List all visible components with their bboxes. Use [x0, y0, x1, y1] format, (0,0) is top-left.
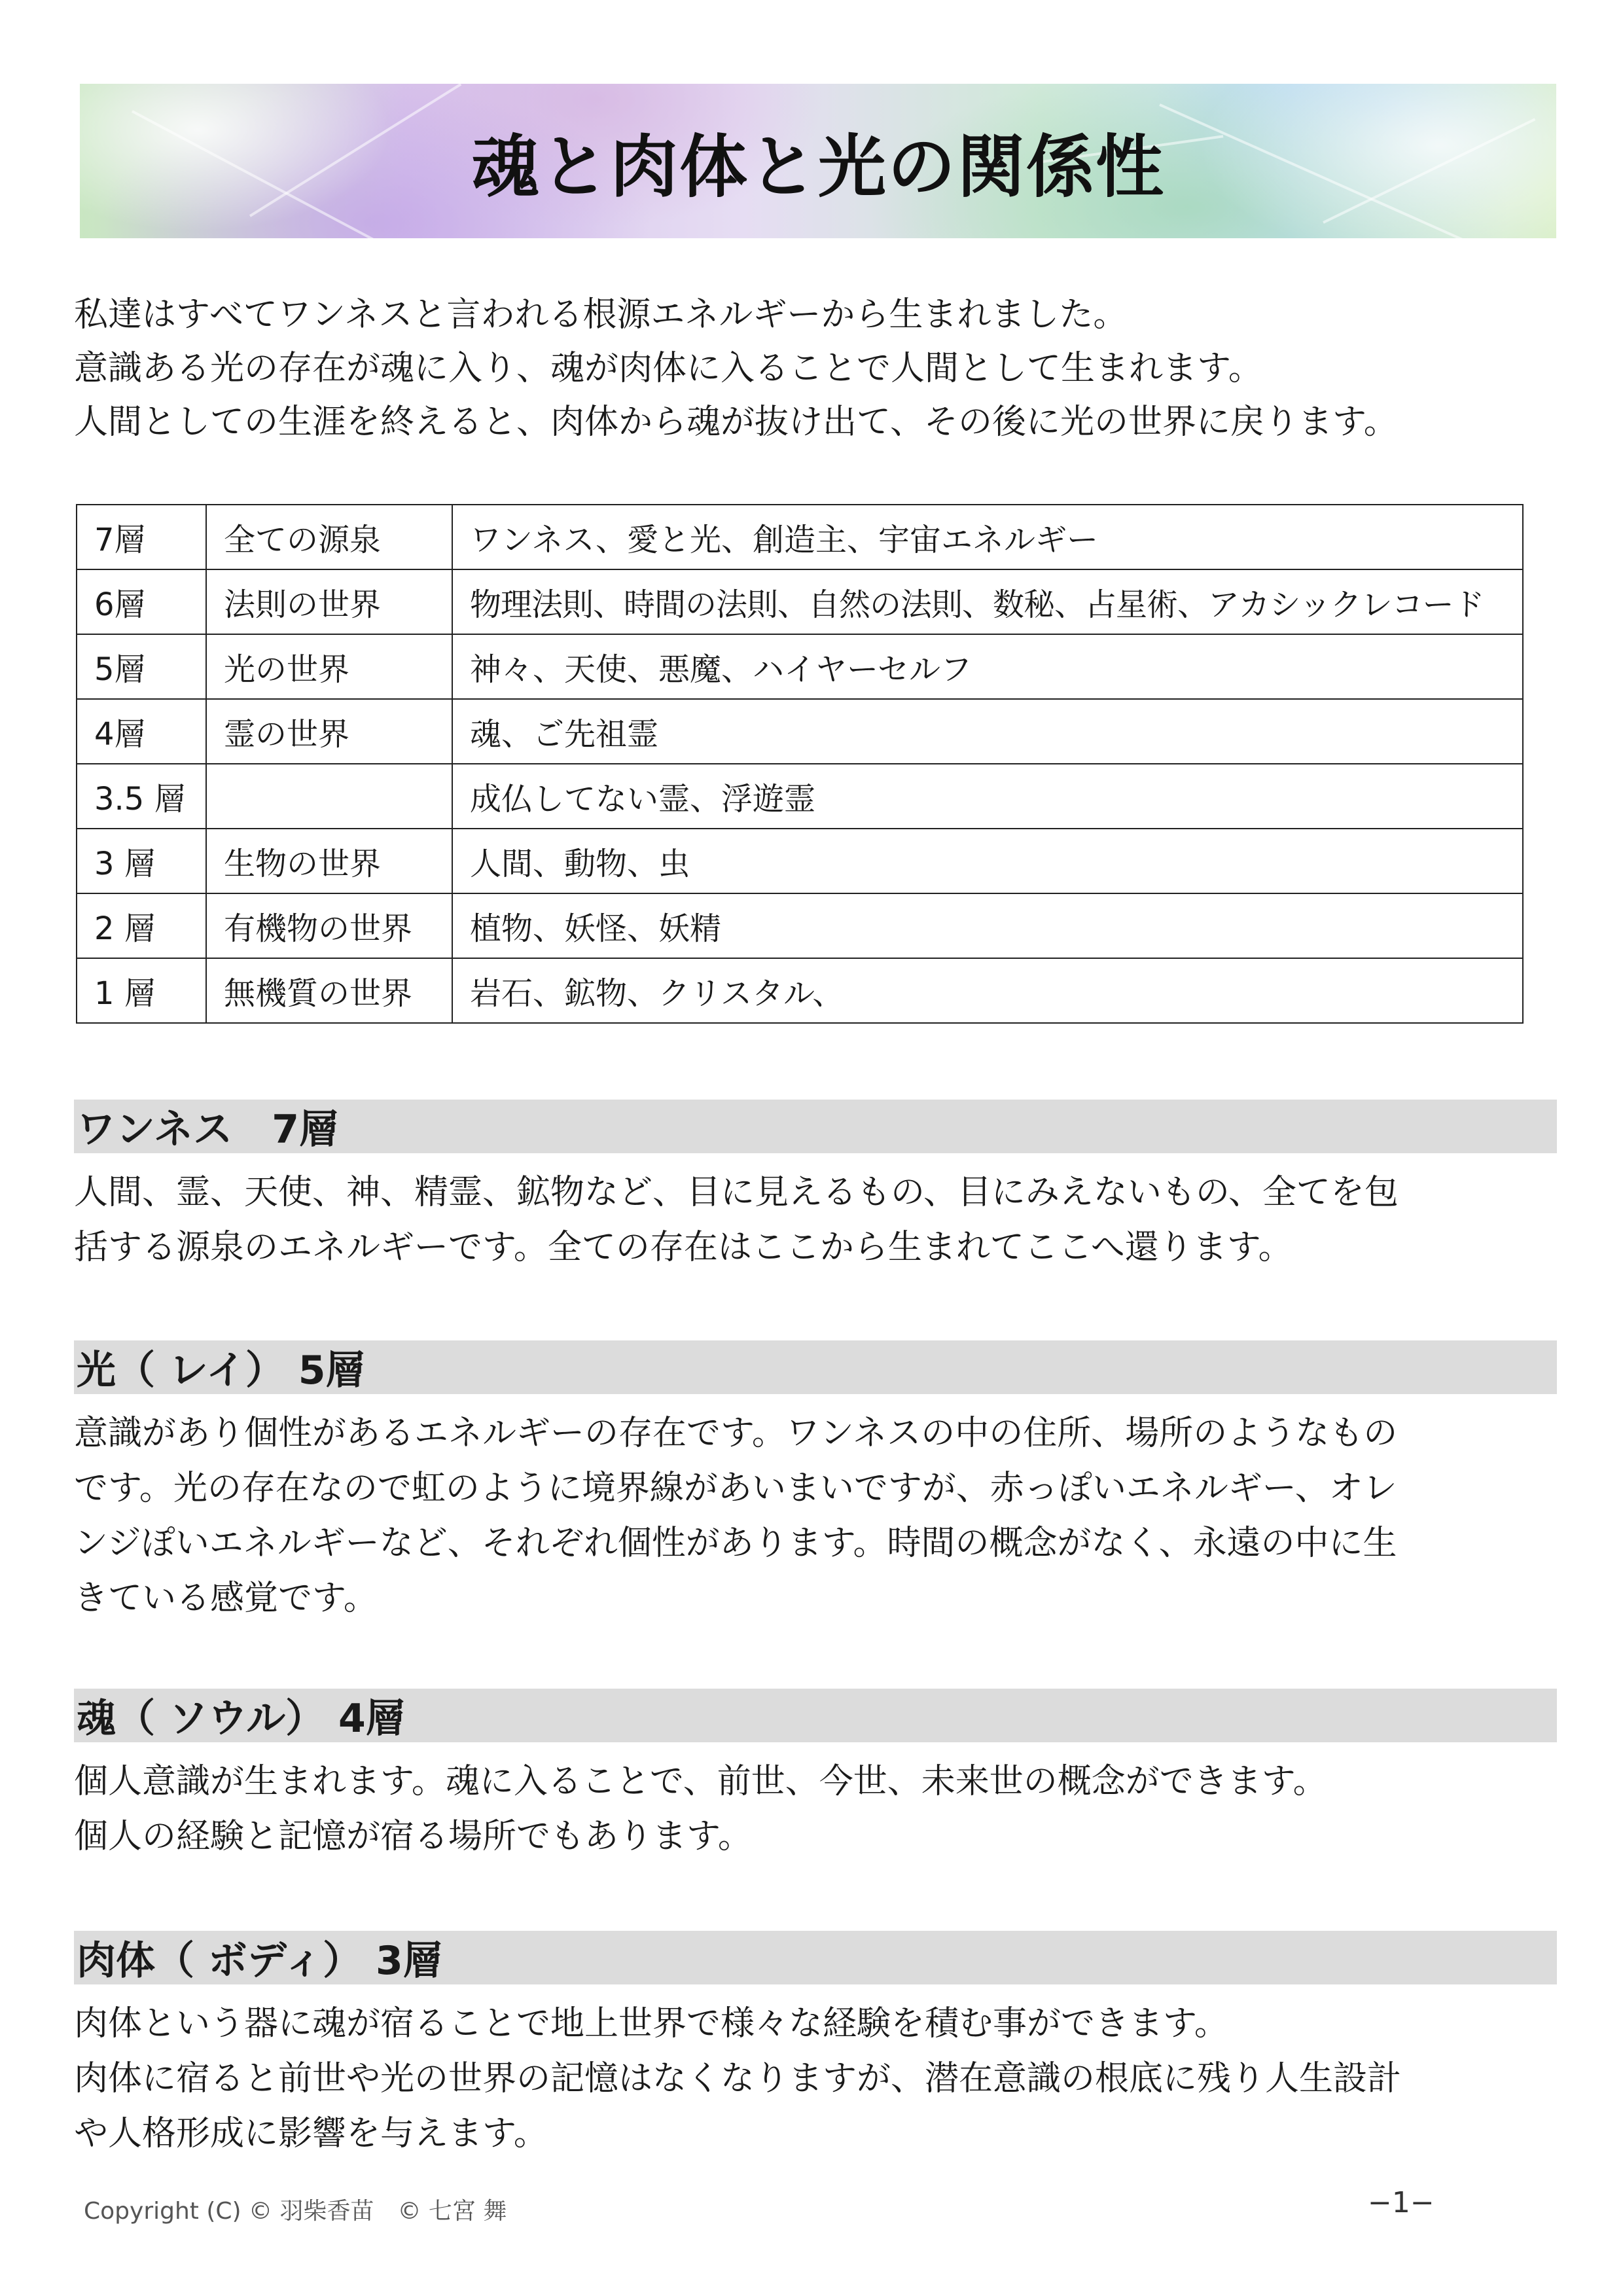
body-line: 個人意識が生まれます。魂に入ることで、前世、今世、未来世の概念ができます。 — [74, 1762, 1327, 1801]
world-cell: 霊の世界 — [206, 699, 452, 764]
section-oneness — [74, 1100, 1557, 1275]
table-row — [77, 505, 1523, 569]
copyright-notice: Copyright (C) © 羽柴香苗 © 七宮 舞 — [84, 2198, 507, 2225]
body-line: 肉体という器に魂が宿ることで地上世界で様々な経験を積む事ができます。 — [74, 2004, 1228, 2043]
world-cell: 光の世界 — [206, 634, 452, 699]
table-row — [77, 634, 1523, 699]
section-soul — [74, 1689, 1557, 1864]
level-cell: 6層 — [77, 569, 206, 634]
body-line: 括する源泉のエネルギーです。全ての存在はここから生まれてここへ還ります。 — [74, 1228, 1293, 1267]
intro-line: 意識ある光の存在が魂に入り、魂が肉体に入ることで人間として生まれます。 — [74, 349, 1262, 388]
table-row — [77, 699, 1523, 764]
table-row — [77, 829, 1523, 893]
contents-cell: 魂、ご先祖霊 — [452, 699, 1523, 764]
table-row — [77, 569, 1523, 634]
page-number: −1− — [1368, 2186, 1435, 2219]
section-body — [74, 1165, 1557, 1275]
section-heading: 光（ レイ） 5層 — [74, 1340, 1557, 1394]
section-body — [74, 1754, 1557, 1864]
level-cell: 5層 — [77, 634, 206, 699]
intro-text — [74, 288, 1566, 449]
title-banner — [80, 84, 1556, 238]
contents-cell: ワンネス、愛と光、創造主、宇宙エネルギー — [452, 505, 1523, 569]
world-cell: 有機物の世界 — [206, 893, 452, 958]
level-cell: 2 層 — [77, 893, 206, 958]
section-ray — [74, 1340, 1557, 1626]
body-line: 人間、霊、天使、神、精霊、鉱物など、目に見えるもの、目にみえないもの、全てを包 — [74, 1173, 1399, 1212]
body-line: や人格形成に影響を与えます。 — [74, 2114, 548, 2153]
body-line: ンジぽいエネルギーなど、それぞれ個性があります。時間の概念がなく、永遠の中に生 — [74, 1524, 1397, 1563]
body-line: 肉体に宿ると前世や光の世界の記憶はなくなりますが、潜在意識の根底に残り人生設計 — [74, 2059, 1402, 2098]
contents-cell: 成仏してない霊、浮遊霊 — [452, 764, 1523, 829]
body-line: 意識があり個性があるエネルギーの存在です。ワンネスの中の住所、場所のようなもの — [74, 1414, 1398, 1453]
level-cell: 1 層 — [77, 958, 206, 1023]
intro-line: 私達はすべてワンネスと言われる根源エネルギーから生まれました。 — [74, 295, 1128, 334]
world-cell: 法則の世界 — [206, 569, 452, 634]
contents-cell: 神々、天使、悪魔、ハイヤーセルフ — [452, 634, 1523, 699]
world-cell — [206, 764, 452, 829]
table-row — [77, 764, 1523, 829]
section-heading: ワンネス 7層 — [74, 1100, 1557, 1153]
contents-cell: 人間、動物、虫 — [452, 829, 1523, 893]
level-cell: 7層 — [77, 505, 206, 569]
section-body-physical — [74, 1931, 1557, 2161]
world-cell: 生物の世界 — [206, 829, 452, 893]
contents-cell: 植物、妖怪、妖精 — [452, 893, 1523, 958]
contents-cell: 物理法則、時間の法則、自然の法則、数秘、占星術、アカシックレコード — [452, 569, 1523, 634]
body-line: 個人の経験と記憶が宿る場所でもあります。 — [74, 1817, 752, 1856]
section-heading: 肉体（ ボディ） 3層 — [74, 1931, 1557, 1984]
contents-cell: 岩石、鉱物、クリスタル、 — [452, 958, 1523, 1023]
page-title: 魂と肉体と光の関係性 — [471, 127, 1165, 207]
level-cell: 3.5 層 — [77, 764, 206, 829]
layers-table — [76, 504, 1524, 1024]
world-cell: 無機質の世界 — [206, 958, 452, 1023]
intro-line: 人間としての生涯を終えると、肉体から魂が抜け出て、その後に光の世界に戻ります。 — [74, 403, 1398, 442]
level-cell: 3 層 — [77, 829, 206, 893]
table-row — [77, 893, 1523, 958]
level-cell: 4層 — [77, 699, 206, 764]
world-cell: 全ての源泉 — [206, 505, 452, 569]
section-heading: 魂（ ソウル） 4層 — [74, 1689, 1557, 1742]
section-body — [74, 1996, 1557, 2161]
body-line: きている感覚です。 — [74, 1579, 378, 1618]
section-body — [74, 1406, 1557, 1626]
table-row — [77, 958, 1523, 1023]
body-line: です。光の存在なので虹のように境界線があいまいですが、赤っぽいエネルギー、オレ — [74, 1469, 1397, 1508]
